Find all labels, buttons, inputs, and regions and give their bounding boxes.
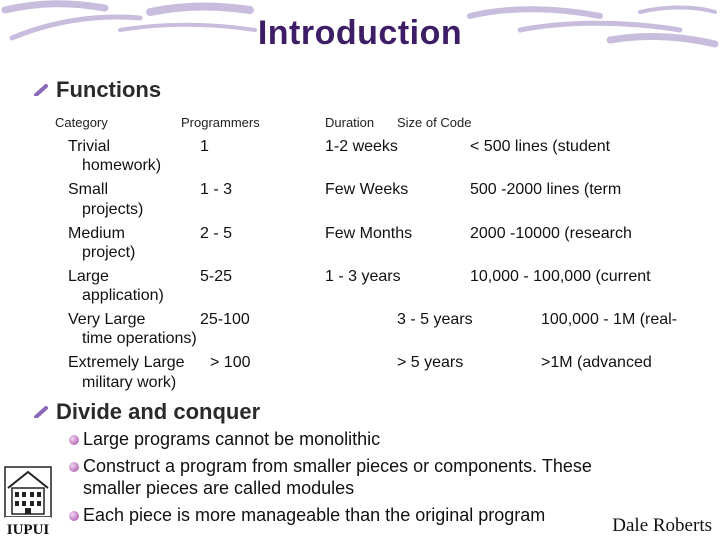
row-category: Small [68,181,109,198]
slash-bullet-icon [34,406,54,418]
bullet-item: Large programs cannot be monolithic [83,429,381,449]
row-size: 500 -2000 lines (term [470,181,622,198]
row-duration: 1-2 weeks [325,138,398,155]
author-name: Dale Roberts [612,515,712,536]
row-category: Very Large [68,311,146,328]
row-programmers: > 100 [210,354,251,371]
section-divide-and-conquer: Divide and conquer [56,399,261,424]
row-category: Large [68,268,109,285]
header-duration: Duration [325,115,375,130]
logo-text: IUPUI [6,522,50,538]
row-size: 100,000 - 1M (real- [541,311,678,328]
row-category: Medium [68,225,125,242]
row-duration: 3 - 5 years [397,311,473,328]
row-category-cont: time operations) [82,330,197,347]
iupui-logo [4,466,52,538]
row-programmers: 5-25 [200,268,233,285]
row-category: Trivial [68,138,111,155]
row-programmers: 1 - 3 [200,181,233,198]
row-category-cont: application) [82,287,164,304]
bullet-ball-icon [69,462,79,472]
row-size: 2000 -10000 (research [470,225,632,242]
bullet-ball-icon [69,435,79,445]
row-duration: Few Months [325,225,413,242]
row-programmers: 2 - 5 [200,225,233,242]
row-category-cont: military work) [82,374,177,391]
bullet-item: Construct a program from smaller pieces or components. These [83,456,592,476]
header-size: Size of Code [397,115,472,130]
row-programmers: 25-100 [200,311,250,328]
row-category: Extremely Large [68,354,185,371]
section-functions: Functions [56,77,162,102]
header-programmers: Programmers [181,115,260,130]
slash-bullet-icon [34,84,54,96]
bullet-item: Each piece is more manageable than the original program [83,505,546,525]
bullet-ball-icon [69,511,79,521]
row-category-cont: project) [82,244,136,261]
slide-title: Introduction [257,14,463,52]
row-duration: 1 - 3 years [325,268,401,285]
row-size: 10,000 - 100,000 (current [470,268,651,285]
row-duration: > 5 years [397,354,464,371]
row-size: >1M (advanced [541,354,652,371]
bullet-item-cont: smaller pieces are called modules [83,478,355,498]
row-programmers: 1 [200,138,209,155]
row-duration: Few Weeks [325,181,409,198]
header-category: Category [55,115,108,130]
row-category-cont: projects) [82,201,144,218]
row-size: < 500 lines (student [470,138,611,155]
row-category-cont: homework) [82,157,162,174]
